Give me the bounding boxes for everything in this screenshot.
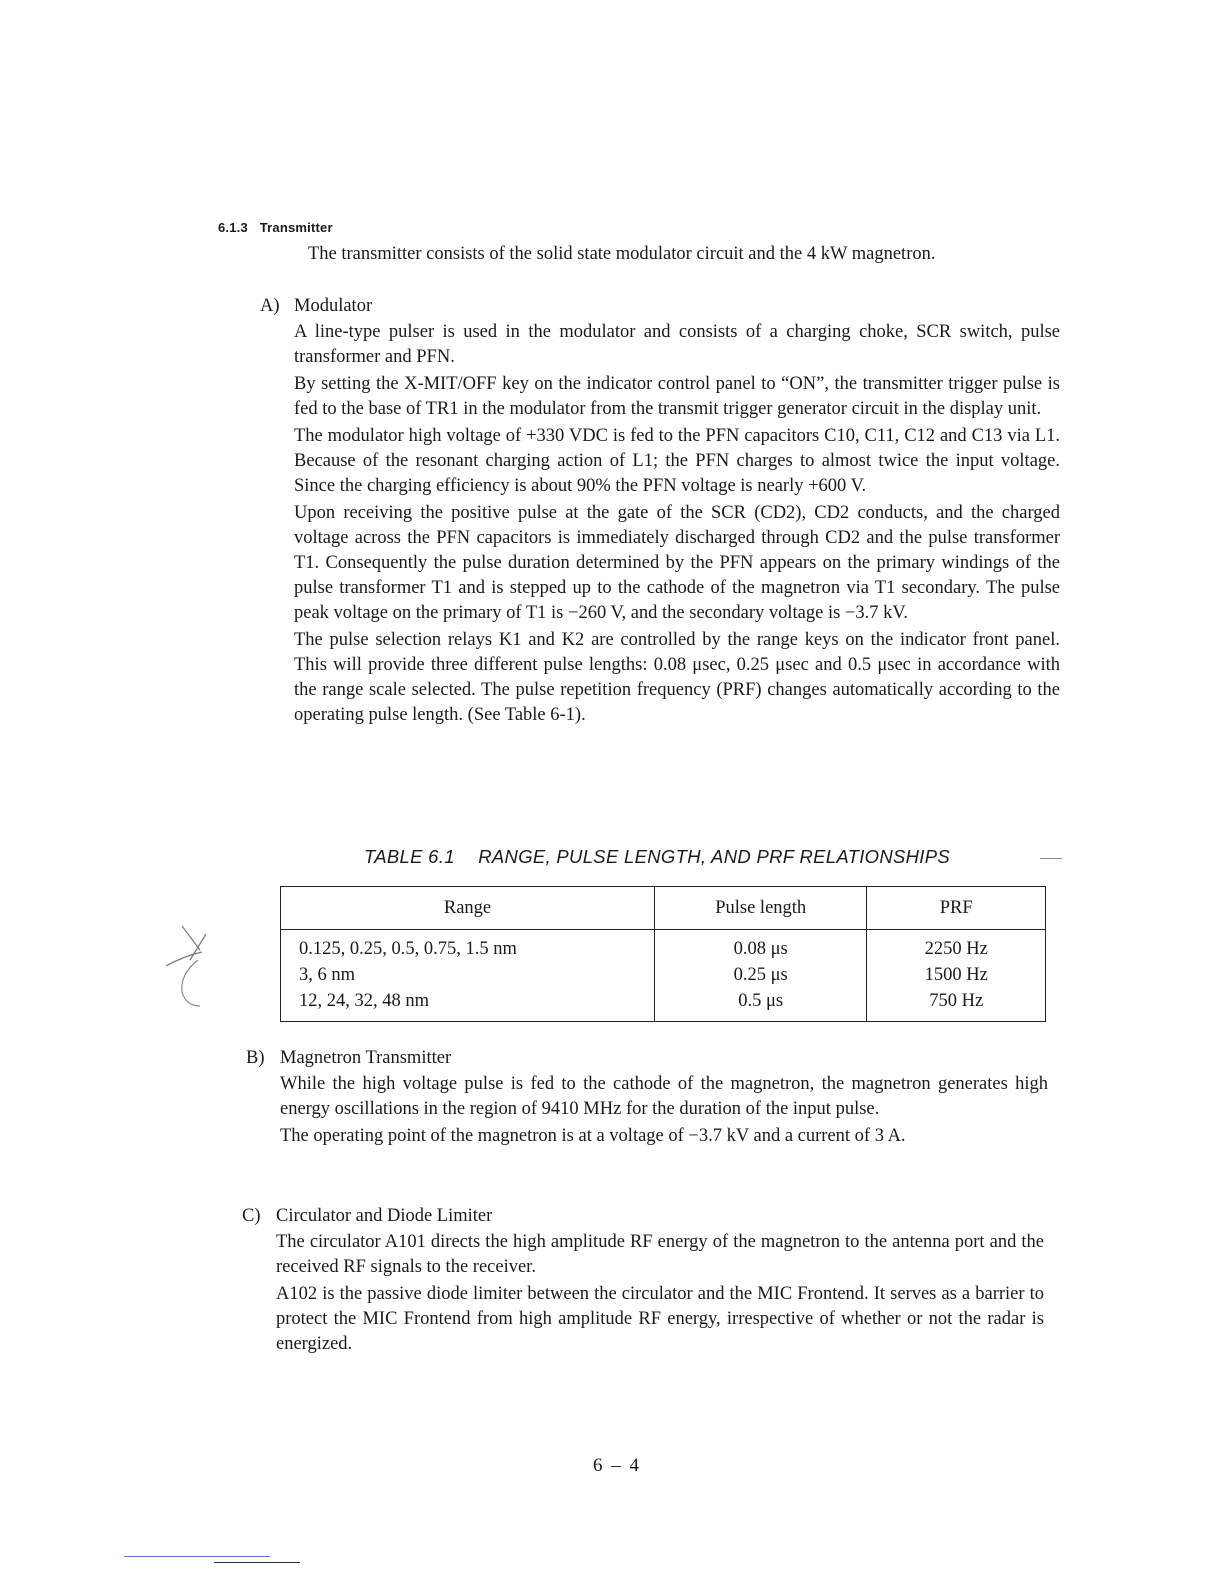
- table-title: RANGE, PULSE LENGTH, AND PRF RELATIONSHIPS: [478, 846, 951, 867]
- section-number: 6.1.3: [218, 220, 248, 235]
- range-value: 3, 6 nm: [299, 965, 356, 985]
- subsection-title: Circulator and Diode Limiter: [276, 1206, 493, 1226]
- table-body-row: [281, 930, 1046, 1022]
- margin-dash: [1040, 858, 1062, 859]
- subsection-title: Modulator: [294, 296, 373, 316]
- prf-column: [867, 930, 1046, 1022]
- handwritten-mark-icon: [160, 920, 216, 1010]
- subsection-heading: [260, 294, 1060, 318]
- table-number: TABLE 6.1: [364, 846, 455, 867]
- pulse-length-value: 0.08 μs: [733, 939, 788, 959]
- paragraph: By setting the X-MIT/OFF key on the indicator control panel to “ON”, the transmitter trigger pulse is fed to the base of TR1 in the modulator from the transmit trigger generator circuit in the display unit.: [294, 374, 1060, 419]
- section-intro: The transmitter consists of the solid state modulator circuit and the 4 kW magnetron.: [308, 244, 936, 264]
- pulse-length-column: [654, 930, 866, 1022]
- subsection-letter: A): [260, 296, 280, 316]
- subsection-modulator: [260, 294, 1060, 728]
- page-number: 6 – 4: [593, 1455, 641, 1476]
- paragraph: Upon receiving the positive pulse at the gate of the SCR (CD2), CD2 conducts, and the charged voltage across the PFN capacitors is immediately discharged through CD2 and the pulse transformer T1. Consequently the pulse duration determined by the PFN appears on the primary windings of the pulse transformer T1 and is stepped up to the cathode of the magnetron via T1 secondary. The pulse peak voltage on the primary of T1 is −260 V, and the secondary voltage is −3.7 kV.: [294, 503, 1060, 623]
- subsection-title: Magnetron Transmitter: [280, 1048, 452, 1068]
- range-value: 0.125, 0.25, 0.5, 0.75, 1.5 nm: [299, 939, 517, 959]
- table-caption: [364, 846, 950, 868]
- prf-value: 1500 Hz: [924, 965, 988, 985]
- paragraph: The operating point of the magnetron is at a voltage of −3.7 kV and a current of 3 A.: [280, 1126, 906, 1146]
- range-value: 12, 24, 32, 48 nm: [299, 991, 430, 1011]
- footer-rule: [124, 1556, 270, 1557]
- prf-value: 750 Hz: [929, 991, 984, 1011]
- paragraph: The modulator high voltage of +330 VDC is fed to the PFN capacitors C10, C11, C12 and C13 via L1. Because of the resonant charging action of L1; the PFN charges to almost twice the input voltage. Since the charging efficiency is about 90% the PFN voltage is nearly +600 V.: [294, 426, 1060, 496]
- paragraph: The circulator A101 directs the high amplitude RF energy of the magnetron to the antenna port and the received RF signals to the receiver.: [276, 1232, 1044, 1277]
- paragraph: A line-type pulser is used in the modulator and consists of a charging choke, SCR switch, pulse transformer and PFN.: [294, 322, 1060, 367]
- subsection-heading: [242, 1204, 1044, 1228]
- paragraph: While the high voltage pulse is fed to the cathode of the magnetron, the magnetron generates high energy oscillations in the region of 9410 MHz for the duration of the input pulse.: [280, 1074, 1048, 1119]
- subsection-circulator: [242, 1204, 1044, 1357]
- section-title: Transmitter: [259, 220, 333, 235]
- prf-value: 2250 Hz: [924, 939, 988, 959]
- subsection-heading: [246, 1046, 1048, 1070]
- subsection-letter: B): [246, 1048, 265, 1068]
- subsection-letter: C): [242, 1206, 261, 1226]
- pulse-length-value: 0.25 μs: [733, 965, 788, 985]
- footer-rule-short: [214, 1562, 300, 1563]
- subsection-magnetron: [246, 1046, 1048, 1149]
- pulse-length-value: 0.5 μs: [738, 991, 784, 1011]
- paragraph: A102 is the passive diode limiter between the circulator and the MIC Frontend. It serves as a barrier to protect the MIC Frontend from high amplitude RF energy, irrespective of whether or not the radar is energized.: [276, 1284, 1044, 1354]
- section-heading: [218, 220, 333, 235]
- range-pulse-prf-table: [280, 886, 1046, 1022]
- header-prf: PRF: [867, 887, 1046, 930]
- table-header-row: [281, 887, 1046, 930]
- paragraph: The pulse selection relays K1 and K2 are controlled by the range keys on the indicator front panel. This will provide three different pulse lengths: 0.08 μsec, 0.25 μsec and 0.5 μsec in accordance with the range scale selected. The pulse repetition frequency (PRF) changes automatically according to the operating pulse length. (See Table 6-1).: [294, 630, 1060, 725]
- header-pulse-length: Pulse length: [654, 887, 866, 930]
- header-range: Range: [281, 887, 655, 930]
- range-column: [281, 930, 655, 1022]
